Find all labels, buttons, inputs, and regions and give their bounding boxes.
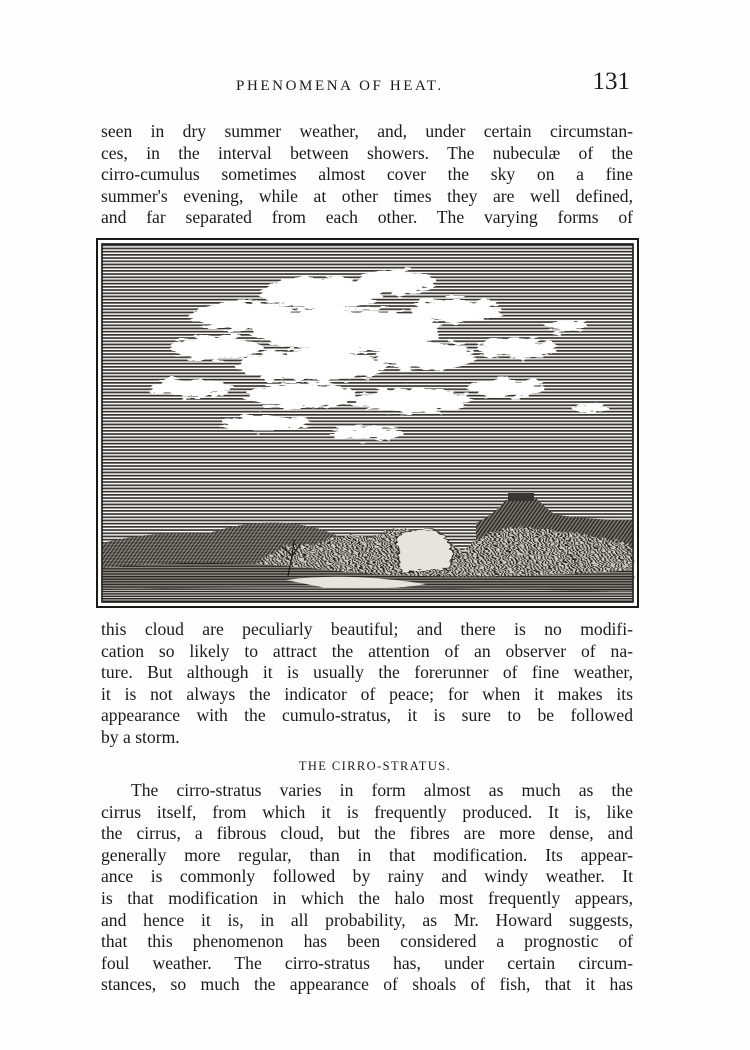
- text-line: it is not always the indicator of peace; for when it makes its: [101, 683, 633, 704]
- text-line: cation so likely to attract the attention of an observer of na-: [101, 640, 633, 661]
- text-line: seen in dry summer weather, and, under certain circumstan-: [101, 121, 633, 141]
- paragraph-bottom: [101, 780, 633, 996]
- text-line: that this phenomenon has been considered a prognostic of: [101, 931, 633, 952]
- running-title: PHENOMENA OF HEAT.: [236, 78, 444, 94]
- text-line: ture. But although it is usually the forerunner of fine weather,: [101, 662, 633, 683]
- section-heading: THE CIRRO-STRATUS.: [298, 759, 452, 773]
- page-number: 131: [592, 68, 630, 95]
- text-line: the cirrus, a fibrous cloud, but the fibres are more dense, and: [101, 823, 633, 844]
- page-header: [100, 68, 630, 104]
- text-line: cirrus itself, from which it is frequently produced. It is, like: [101, 801, 633, 822]
- text-line: generally more regular, than in that modification. Its appear-: [101, 844, 633, 865]
- text-line: by a storm.: [101, 726, 180, 747]
- text-line: and hence it is, in all probability, as Mr. Howard suggests,: [101, 909, 633, 930]
- engraving-illustration: [96, 238, 639, 608]
- text-line: ance is commonly followed by rainy and windy weather. It: [101, 866, 633, 887]
- text-line: foul weather. The cirro-stratus has, under certain circum-: [101, 952, 633, 973]
- text-line: The cirro-stratus varies in form almost as much as the: [131, 780, 633, 800]
- text-line: and far separated from each other. The varying forms of: [101, 207, 633, 228]
- text-line: is that modification in which the halo most frequently appears,: [101, 887, 633, 908]
- text-line: summer's evening, while at other times they are well defined,: [101, 185, 633, 206]
- text-line: this cloud are peculiarly beautiful; and there is no modifi-: [101, 619, 633, 639]
- cirro-cumulus-engraving: [96, 238, 639, 608]
- paragraph-middle: [101, 619, 633, 749]
- text-line: appearance with the cumulo-stratus, it is sure to be followed: [101, 705, 633, 726]
- text-line: stances, so much the appearance of shoals of fish, that it has: [101, 974, 633, 995]
- text-line: ces, in the interval between showers. The nubeculæ of the: [101, 142, 633, 163]
- text-line: cirro-cumulus sometimes almost cover the sky on a fine: [101, 164, 633, 185]
- paragraph-top: [101, 121, 633, 229]
